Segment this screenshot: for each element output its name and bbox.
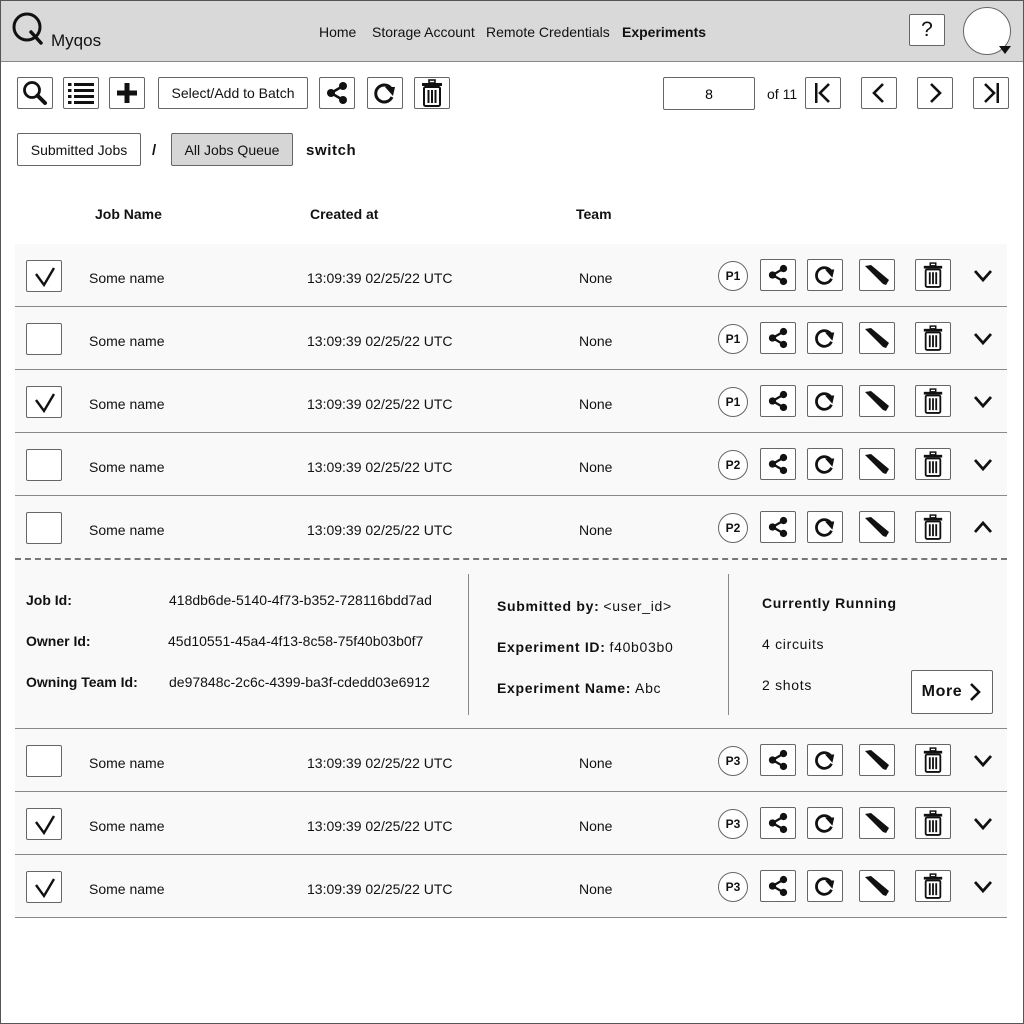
job-team: None bbox=[579, 818, 613, 834]
retry-icon bbox=[813, 263, 837, 287]
column-header-job-name[interactable]: Job Name bbox=[95, 206, 162, 222]
submitted-jobs-button[interactable]: Submitted Jobs bbox=[17, 133, 141, 166]
first-page-icon bbox=[812, 81, 834, 105]
detail-divider bbox=[468, 574, 469, 715]
owning-team-id-label: Owning Team Id: bbox=[26, 674, 138, 690]
trash-icon bbox=[922, 325, 944, 351]
priority-badge[interactable]: P3 bbox=[718, 872, 748, 902]
row-retry-button[interactable] bbox=[807, 744, 843, 776]
trash-icon bbox=[922, 514, 944, 540]
priority-badge[interactable]: P3 bbox=[718, 746, 748, 776]
add-button[interactable] bbox=[109, 77, 145, 109]
nav-remote-credentials[interactable]: Remote Credentials bbox=[486, 24, 610, 40]
row-checkbox[interactable] bbox=[26, 449, 62, 481]
experiment-id-line bbox=[497, 639, 674, 655]
column-header-created-at[interactable]: Created at bbox=[310, 206, 379, 222]
share-icon bbox=[767, 264, 789, 286]
trash-icon bbox=[420, 79, 444, 107]
chevron-right-icon bbox=[925, 81, 945, 105]
row-retry-button[interactable] bbox=[807, 448, 843, 480]
share-button[interactable] bbox=[319, 77, 355, 109]
job-team: None bbox=[579, 396, 613, 412]
pen-icon bbox=[863, 875, 891, 897]
owner-id-label: Owner Id: bbox=[26, 633, 91, 649]
row-share-button[interactable] bbox=[760, 259, 796, 291]
table-row bbox=[15, 307, 1007, 370]
row-retry-button[interactable] bbox=[807, 322, 843, 354]
row-checkbox[interactable] bbox=[26, 745, 62, 777]
row-checkbox[interactable] bbox=[26, 323, 62, 355]
retry-icon bbox=[813, 515, 837, 539]
more-label: More bbox=[921, 683, 963, 700]
job-team: None bbox=[579, 755, 613, 771]
submitted-by-line bbox=[497, 598, 672, 614]
job-team: None bbox=[579, 459, 613, 475]
last-page-button[interactable] bbox=[973, 77, 1009, 109]
trash-icon bbox=[922, 747, 944, 773]
detail-divider bbox=[728, 574, 729, 715]
retry-icon bbox=[813, 389, 837, 413]
delete-button[interactable] bbox=[414, 77, 450, 109]
switch-label: switch bbox=[306, 142, 357, 159]
row-edit-button[interactable] bbox=[859, 744, 895, 776]
share-icon bbox=[767, 327, 789, 349]
job-team: None bbox=[579, 881, 613, 897]
top-header bbox=[1, 1, 1024, 62]
row-edit-button[interactable] bbox=[859, 448, 895, 480]
trash-icon bbox=[922, 451, 944, 477]
prev-page-button[interactable] bbox=[861, 77, 897, 109]
job-id-value: 418db6de-5140-4f73-b352-728116bdd7ad bbox=[169, 592, 432, 608]
row-delete-button[interactable] bbox=[915, 744, 951, 776]
row-share-button[interactable] bbox=[760, 744, 796, 776]
job-team: None bbox=[579, 270, 613, 286]
checkmark-icon bbox=[33, 266, 57, 288]
help-button[interactable]: ? bbox=[909, 14, 945, 46]
list-view-button[interactable] bbox=[63, 77, 99, 109]
job-name: Some name bbox=[89, 755, 165, 771]
share-icon bbox=[767, 875, 789, 897]
row-edit-button[interactable] bbox=[859, 259, 895, 291]
row-delete-button[interactable] bbox=[915, 870, 951, 902]
brand-name: Myqos bbox=[51, 31, 102, 50]
search-icon bbox=[22, 80, 48, 106]
priority-badge[interactable]: P1 bbox=[718, 261, 748, 291]
row-delete-button[interactable] bbox=[915, 322, 951, 354]
job-team: None bbox=[579, 522, 613, 538]
row-share-button[interactable] bbox=[760, 385, 796, 417]
row-delete-button[interactable] bbox=[915, 385, 951, 417]
page-total: of 11 bbox=[767, 86, 798, 102]
trash-icon bbox=[922, 810, 944, 836]
all-jobs-queue-button[interactable]: All Jobs Queue bbox=[171, 133, 293, 166]
chevron-down-icon[interactable] bbox=[973, 393, 993, 409]
pen-icon bbox=[863, 264, 891, 286]
retry-icon bbox=[813, 748, 837, 772]
row-retry-button[interactable] bbox=[807, 807, 843, 839]
chevron-up-icon[interactable] bbox=[973, 519, 993, 535]
more-button[interactable] bbox=[911, 670, 993, 714]
retry-icon bbox=[813, 874, 837, 898]
q-logo-icon[interactable] bbox=[11, 11, 47, 47]
row-share-button[interactable] bbox=[760, 511, 796, 543]
trash-icon bbox=[922, 873, 944, 899]
row-delete-button[interactable] bbox=[915, 259, 951, 291]
nav-experiments[interactable]: Experiments bbox=[622, 24, 707, 40]
checkmark-icon bbox=[33, 814, 57, 836]
chevron-down-icon[interactable] bbox=[999, 46, 1011, 54]
plus-icon bbox=[116, 82, 138, 104]
pen-icon bbox=[863, 516, 891, 538]
share-icon bbox=[767, 390, 789, 412]
column-header-team[interactable]: Team bbox=[576, 206, 612, 222]
job-name: Some name bbox=[89, 881, 165, 897]
row-checkbox[interactable] bbox=[26, 260, 62, 292]
priority-badge[interactable]: P1 bbox=[718, 387, 748, 417]
job-detail-panel bbox=[15, 558, 1007, 729]
job-created-at: 13:09:39 02/25/22 UTC bbox=[307, 333, 453, 349]
job-id-label: Job Id: bbox=[26, 592, 72, 608]
chevron-down-icon[interactable] bbox=[973, 878, 993, 894]
chevron-right-icon bbox=[968, 682, 982, 702]
view-separator: / bbox=[152, 142, 157, 159]
share-icon bbox=[767, 749, 789, 771]
row-retry-button[interactable] bbox=[807, 511, 843, 543]
row-share-button[interactable] bbox=[760, 322, 796, 354]
row-share-button[interactable] bbox=[760, 870, 796, 902]
job-created-at: 13:09:39 02/25/22 UTC bbox=[307, 755, 453, 771]
chevron-down-icon[interactable] bbox=[973, 815, 993, 831]
page-number-input[interactable] bbox=[663, 77, 755, 110]
job-created-at: 13:09:39 02/25/22 UTC bbox=[307, 881, 453, 897]
checkmark-icon bbox=[33, 392, 57, 414]
shot-count: 2 shots bbox=[762, 677, 813, 693]
priority-badge[interactable]: P2 bbox=[718, 450, 748, 480]
chevron-down-icon[interactable] bbox=[973, 456, 993, 472]
pen-icon bbox=[863, 390, 891, 412]
job-created-at: 13:09:39 02/25/22 UTC bbox=[307, 522, 453, 538]
checkmark-icon bbox=[33, 877, 57, 899]
experiment-id-label: Experiment ID: bbox=[497, 639, 606, 655]
first-page-button[interactable] bbox=[805, 77, 841, 109]
row-share-button[interactable] bbox=[760, 448, 796, 480]
search-button[interactable] bbox=[17, 77, 53, 109]
row-checkbox[interactable] bbox=[26, 808, 62, 840]
job-name: Some name bbox=[89, 522, 165, 538]
share-icon bbox=[767, 812, 789, 834]
chevron-left-icon bbox=[869, 81, 889, 105]
pen-icon bbox=[863, 812, 891, 834]
priority-badge[interactable]: P1 bbox=[718, 324, 748, 354]
row-checkbox[interactable] bbox=[26, 871, 62, 903]
owner-id-value: 45d10551-45a4-4f13-8c58-75f40b03b0f7 bbox=[168, 633, 424, 649]
row-edit-button[interactable] bbox=[859, 511, 895, 543]
trash-icon bbox=[922, 388, 944, 414]
table-row bbox=[15, 855, 1007, 918]
circuit-count: 4 circuits bbox=[762, 636, 825, 652]
row-retry-button[interactable] bbox=[807, 870, 843, 902]
last-page-icon bbox=[980, 81, 1002, 105]
job-created-at: 13:09:39 02/25/22 UTC bbox=[307, 396, 453, 412]
job-name: Some name bbox=[89, 333, 165, 349]
experiment-name-label: Experiment Name: bbox=[497, 680, 632, 696]
job-name: Some name bbox=[89, 818, 165, 834]
table-row bbox=[15, 729, 1007, 792]
owning-team-id-value: de97848c-2c6c-4399-ba3f-cdedd03e6912 bbox=[169, 674, 430, 690]
row-delete-button[interactable] bbox=[915, 511, 951, 543]
next-page-button[interactable] bbox=[917, 77, 953, 109]
job-name: Some name bbox=[89, 396, 165, 412]
experiment-id-value: f40b03b0 bbox=[609, 639, 674, 655]
retry-icon bbox=[813, 452, 837, 476]
nav-home[interactable]: Home bbox=[319, 24, 357, 40]
row-edit-button[interactable] bbox=[859, 870, 895, 902]
select-add-to-batch-button[interactable]: Select/Add to Batch bbox=[158, 77, 308, 109]
row-edit-button[interactable] bbox=[859, 385, 895, 417]
pen-icon bbox=[863, 749, 891, 771]
row-checkbox[interactable] bbox=[26, 386, 62, 418]
job-name: Some name bbox=[89, 459, 165, 475]
row-checkbox[interactable] bbox=[26, 512, 62, 544]
share-icon bbox=[767, 453, 789, 475]
table-row bbox=[15, 370, 1007, 433]
row-delete-button[interactable] bbox=[915, 807, 951, 839]
trash-icon bbox=[922, 262, 944, 288]
job-created-at: 13:09:39 02/25/22 UTC bbox=[307, 818, 453, 834]
chevron-down-icon[interactable] bbox=[973, 267, 993, 283]
table-row bbox=[15, 792, 1007, 855]
table-row bbox=[15, 244, 1007, 307]
row-edit-button[interactable] bbox=[859, 807, 895, 839]
job-created-at: 13:09:39 02/25/22 UTC bbox=[307, 459, 453, 475]
row-edit-button[interactable] bbox=[859, 322, 895, 354]
experiment-name-value: Abc bbox=[635, 680, 662, 696]
table-row bbox=[15, 496, 1007, 559]
retry-button[interactable] bbox=[367, 77, 403, 109]
priority-badge[interactable]: P2 bbox=[718, 513, 748, 543]
priority-badge[interactable]: P3 bbox=[718, 809, 748, 839]
row-share-button[interactable] bbox=[760, 807, 796, 839]
job-team: None bbox=[579, 333, 613, 349]
pen-icon bbox=[863, 327, 891, 349]
retry-icon bbox=[813, 811, 837, 835]
share-icon bbox=[325, 81, 349, 105]
experiment-name-line bbox=[497, 680, 661, 696]
job-created-at: 13:09:39 02/25/22 UTC bbox=[307, 270, 453, 286]
row-retry-button[interactable] bbox=[807, 259, 843, 291]
row-delete-button[interactable] bbox=[915, 448, 951, 480]
pen-icon bbox=[863, 453, 891, 475]
run-status: Currently Running bbox=[762, 595, 897, 611]
job-name: Some name bbox=[89, 270, 165, 286]
table-row bbox=[15, 433, 1007, 496]
retry-icon bbox=[813, 326, 837, 350]
submitted-by-value: <user_id> bbox=[603, 598, 672, 614]
list-icon bbox=[67, 81, 95, 105]
row-retry-button[interactable] bbox=[807, 385, 843, 417]
submitted-by-label: Submitted by: bbox=[497, 598, 600, 614]
chevron-down-icon[interactable] bbox=[973, 752, 993, 768]
nav-storage-account[interactable]: Storage Account bbox=[372, 24, 475, 40]
share-icon bbox=[767, 516, 789, 538]
chevron-down-icon[interactable] bbox=[973, 330, 993, 346]
retry-icon bbox=[372, 80, 398, 106]
